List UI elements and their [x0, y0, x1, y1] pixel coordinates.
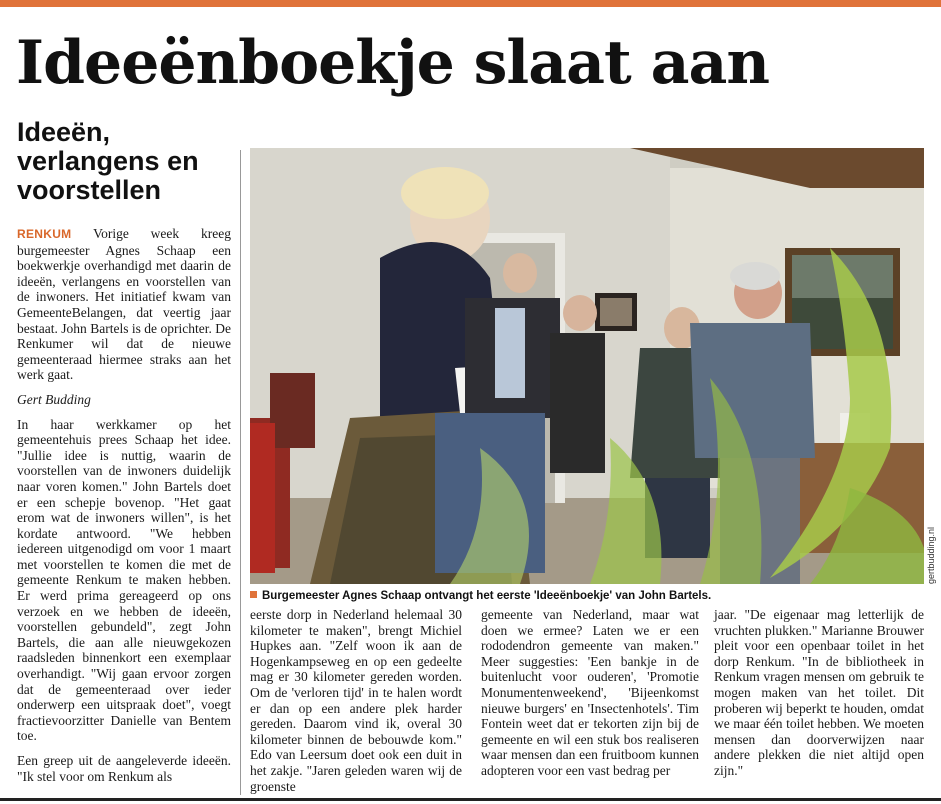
body-paragraph-1: In haar werkkamer op het gemeentehuis prees Schaap het idee. "Jullie idee is nuttig, waarin de voorstellen van de inwoners duidelijk naar voren komen." John Bartels doet er een schepje bovenop. "Het gaat erom wat de inwoners willen", is het kordate antwoord. "We hebben iedereen uitgenodigd om voor 1 maart met voorstellen te komen die met de gemeente Renkum te maken hebben. Er werd prima gereageerd op ons verzoek en we hebben de ideeën, voorstellen gebundeld", zegt John Bartels, die aan alle nieuwgekozen raadsleden binnenkort een exemplaar overhandigt. "Wij gaan ervoor zorgen dat de gemeenteraad over ieder onderwerp een uitspraak doet", voegt fractievoorzitter Danielle van Bentem toe. — [17, 416, 231, 744]
lead-text: Vorige week kreeg burgemeester Agnes Schaap een boekwerkje overhandigd met daarin de ideeën, verlangens en voorstellen van de inwoners. Het initiatief kwam van GemeenteBelangen, dat veertig jaar bestaat. John Bartels is de oprichter. De Renkumer wil dat de nieuwe gemeenteraad hiermee straks aan het werk gaat. — [17, 226, 231, 383]
body-paragraph-2: Een greep uit de aangeleverde ideeën. "Ik stel voor om Renkum als — [17, 753, 231, 784]
body-paragraph-3: eerste dorp in Nederland helemaal 30 kilometer te maken", brengt Michiel Hupkes aan. "Zelf woon ik aan de Hogenkampseweg en op een gedeelte mag er 30 kilometer gereden worden. Om de 'verloren tijd' in te halen wordt er dan op een andere plek harder gereden. Daarom vind ik, overal 30 kilometer binnen de bebouwde kom." Edo van Leersum doet ook een duit in het zakje. "Jaren geleden waren wij de groenste — [250, 607, 462, 794]
bottom-rule — [0, 798, 941, 801]
article-photo — [250, 148, 924, 584]
subhead: Ideeën, verlangens en voorstellen — [17, 117, 199, 205]
body-paragraph-4: gemeente van Nederland, maar wat doen we ermee? Laten we er een rododendron gemeente van maken." Meer suggesties: 'Een bankje in de buitenlucht voor ouderen', 'Promotie Monumentenweekend', 'Bijeenkomst nieuwe burgers' en 'Insectenhotels'. Tim Fontein weet dat er tekorten zijn bij de gemeente en wil een stuk bos realiseren waar mensen dan een fruitboom kunnen adopteren voor een vast bedrag per — [481, 607, 699, 778]
photo-caption-text: Burgemeester Agnes Schaap ontvangt het eerste 'Ideeënboekje' van John Bartels. — [262, 590, 712, 602]
column-1 — [17, 226, 231, 793]
column-3 — [481, 607, 699, 788]
byline: Gert Budding — [17, 391, 91, 407]
top-accent-bar — [0, 0, 941, 7]
dateline: RENKUM — [17, 227, 72, 241]
headline: Ideeënboekje slaat aan — [16, 28, 769, 98]
caption-marker-icon — [250, 591, 257, 598]
lead-paragraph — [17, 226, 231, 383]
photo-caption — [250, 589, 924, 603]
body-paragraph-5: jaar. "De eigenaar mag letterlijk de vruchten plukken." Marianne Brouwer pleit voor een openbaar toilet in het dorp Renkum. "In de bibliotheek in Renkum vragen mensen om gebruik te mogen maken van het toilet. Dit proberen wij beperkt te houden, omdat we maar één toilet hebben. We moeten mensen dan doorverwijzen naar andere plekken die niet altijd open zijn." — [714, 607, 924, 778]
column-divider — [240, 150, 241, 795]
column-2 — [250, 607, 462, 803]
column-4 — [714, 607, 924, 788]
photo-credit: gertbudding.nl — [926, 526, 936, 584]
